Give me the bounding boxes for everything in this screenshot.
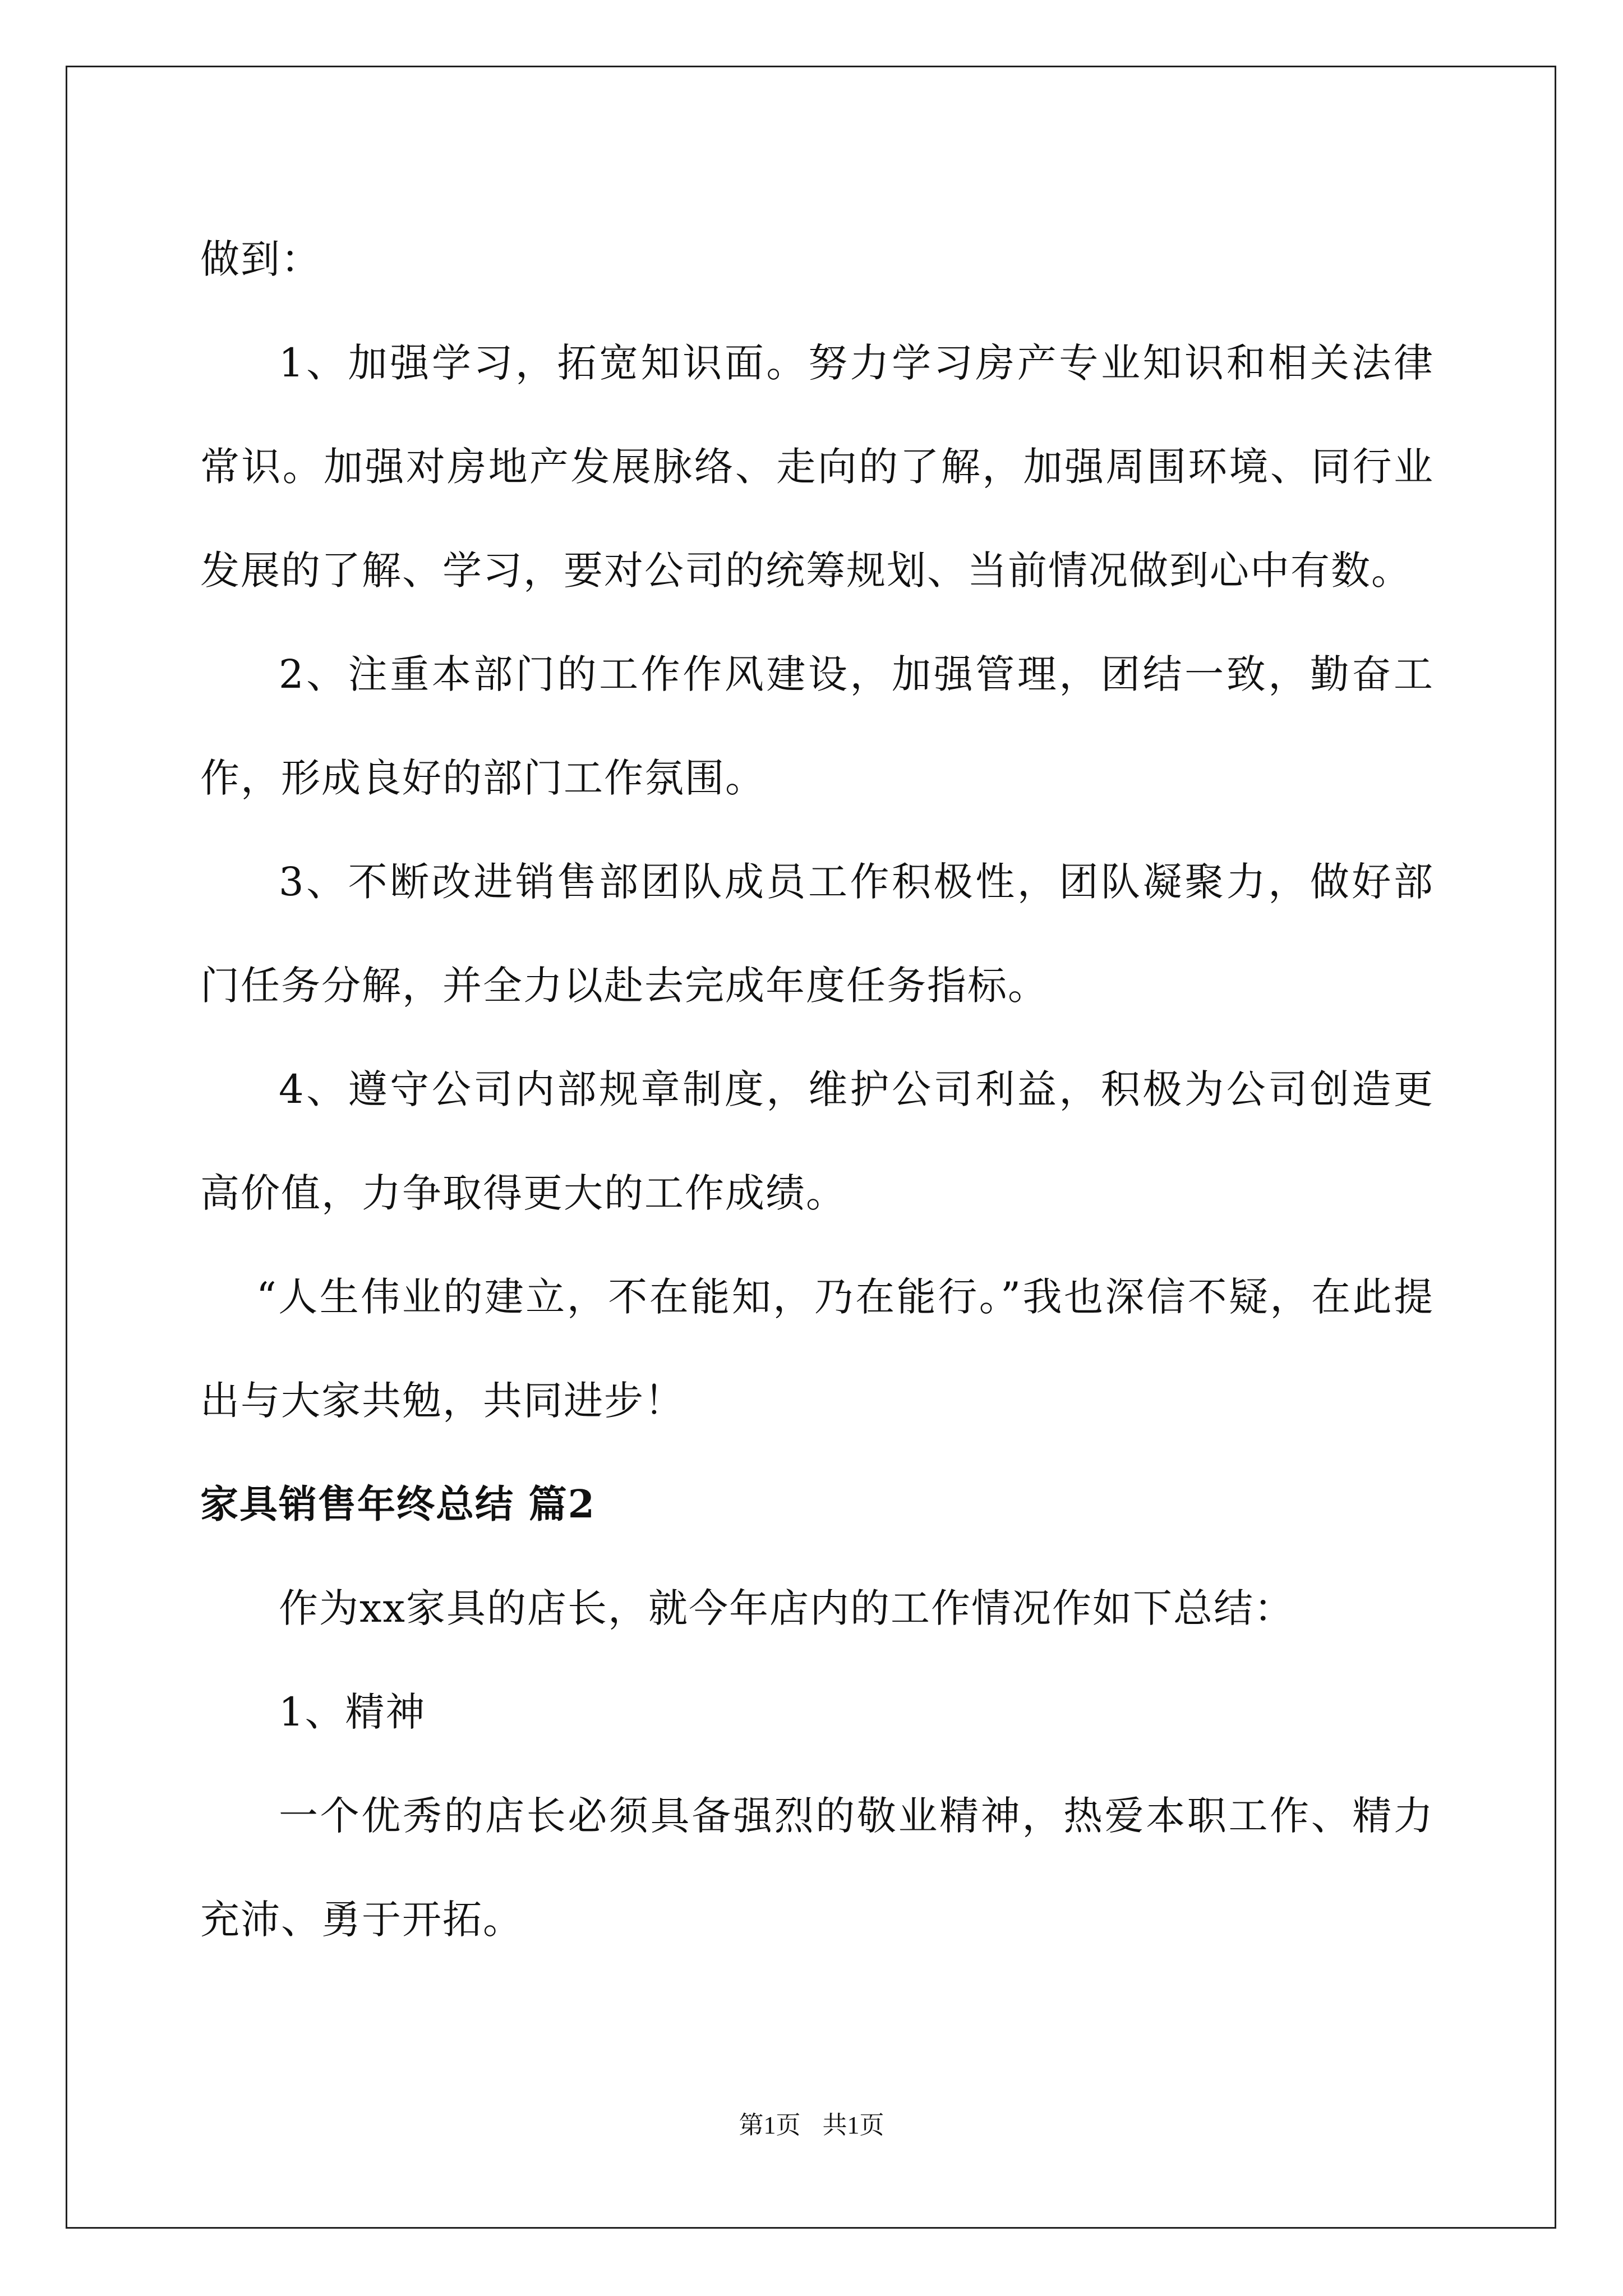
paragraph-intro: 做到：: [200, 236, 321, 282]
paragraph-spirit-body: 一个优秀的店长必须具备强烈的敬业精神，热爱本职工作、精力充沛、勇于开拓。: [200, 1793, 1434, 1943]
page-total: 共1页: [822, 2111, 884, 2139]
paragraph-item-2: 2、注重本部门的工作作风建设，加强管理，团结一致，勤奋工作，形成良好的部门工作氛围。: [200, 651, 1434, 801]
page-number: 第1页: [739, 2111, 801, 2139]
page-footer: [0, 2105, 1623, 2141]
paragraph-spirit-title: 1、精神: [279, 1689, 426, 1735]
section-heading: 家具销售年终总结 篇2: [200, 1482, 596, 1527]
paragraph-store-manager: 作为xx家具的店长，就今年店内的工作情况作如下总结：: [279, 1585, 1294, 1631]
paragraph-quote: “人生伟业的建立，不在能知，乃在能行。”我也深信不疑，在此提出与大家共勉，共同进步！: [200, 1274, 1434, 1424]
document-body: [200, 208, 1434, 1972]
paragraph-item-1: 1、加强学习，拓宽知识面。努力学习房产专业知识和相关法律常识。加强对房地产发展脉络、走向的了解，加强周围环境、同行业发展的了解、学习，要对公司的统筹规划、当前情况做到心中有数。: [200, 340, 1434, 593]
paragraph-item-3: 3、不断改进销售部团队成员工作积极性，团队凝聚力，做好部门任务分解，并全力以赴去完成年度任务指标。: [200, 859, 1434, 1009]
paragraph-item-4: 4、遵守公司内部规章制度，维护公司利益，积极为公司创造更高价值，力争取得更大的工作成绩。: [200, 1066, 1434, 1216]
